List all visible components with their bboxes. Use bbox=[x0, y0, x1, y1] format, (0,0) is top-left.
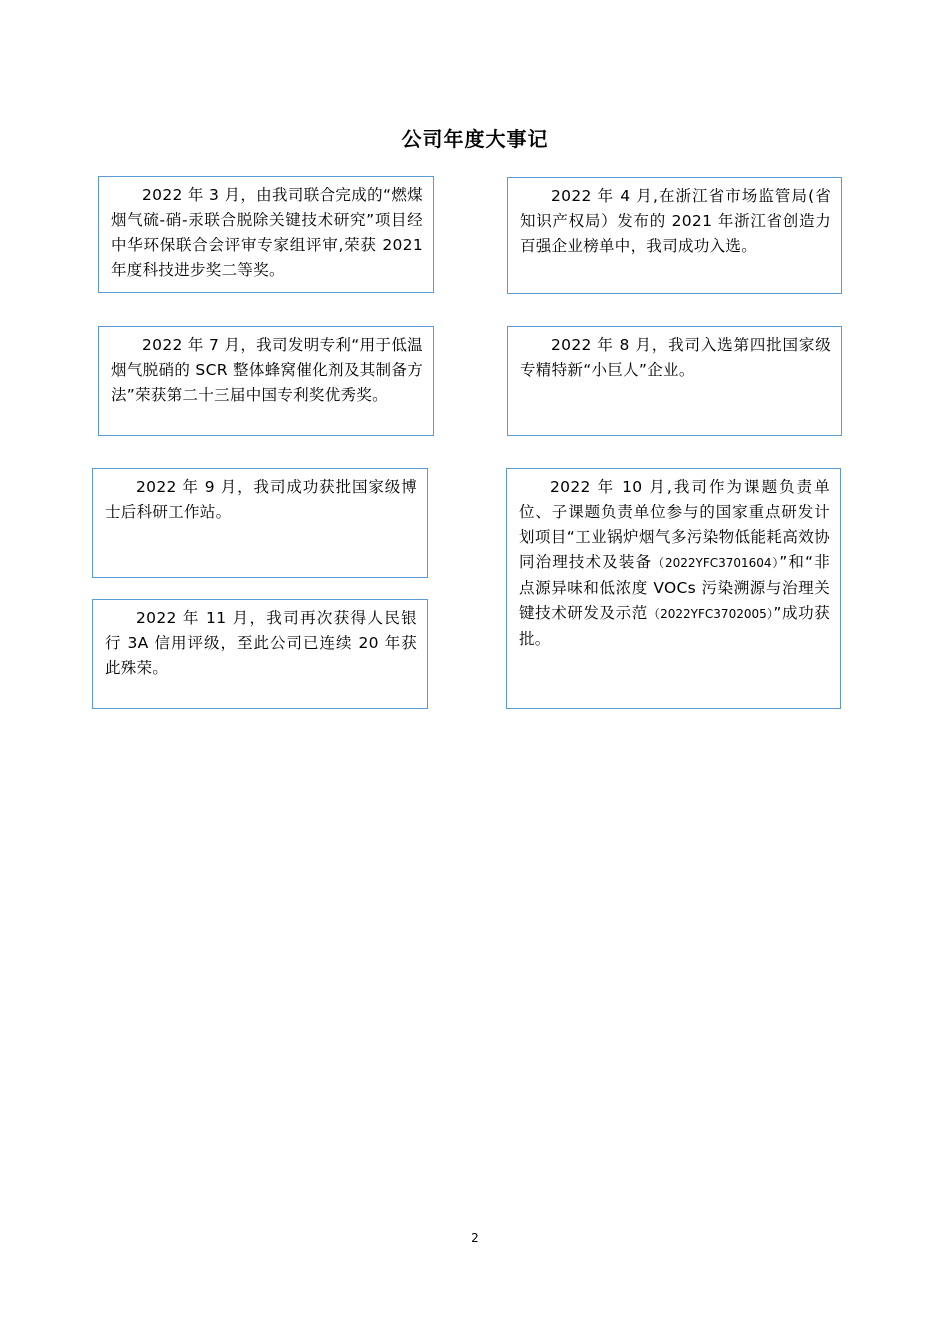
event-text: 2022 年 4 月,在浙江省市场监管局(省知识产权局）发布的 2021 年浙江省创造力百强企业榜单中，我司成功入选。 bbox=[520, 187, 831, 255]
event-text-part1: 2022 年 10 月,我司作为课题负责单位、子课题负责单位参与的国家重点研发计划项目“工业锅炉烟气多污染物低能耗高效协同治理技术及装备 bbox=[519, 478, 830, 571]
event-box-2022-11 bbox=[92, 599, 428, 709]
event-text: 2022 年 11 月，我司再次获得人民银行 3A 信用评级，至此公司已连续 20 年获此殊荣。 bbox=[105, 609, 417, 677]
event-text-part2: ”和“非点源异味和低浓度 VOCs 污染溯源与治理关键技术研发及示范 bbox=[519, 553, 830, 622]
event-text: 2022 年 7 月，我司发明专利“用于低温烟气脱硝的 SCR 整体蜂窝催化剂及其制备方法”荣获第二十三届中国专利奖优秀奖。 bbox=[111, 336, 423, 404]
event-box-2022-04 bbox=[507, 177, 842, 294]
project-code-1: （2022YFC3701604） bbox=[652, 556, 780, 570]
event-text-part3: ”成功获批。 bbox=[519, 604, 831, 648]
event-text: 2022 年 8 月，我司入选第四批国家级专精特新“小巨人”企业。 bbox=[520, 336, 831, 379]
page-number: 2 bbox=[471, 1231, 479, 1245]
page-title: 公司年度大事记 bbox=[401, 127, 549, 151]
event-box-2022-08 bbox=[507, 326, 842, 436]
event-box-2022-07 bbox=[98, 326, 434, 436]
event-text: 2022 年 3 月，由我司联合完成的“燃煤烟气硫-硝-汞联合脱除关键技术研究”项目经中华环保联合会评审专家组评审,荣获 2021 年度科技进步奖二等奖。 bbox=[111, 186, 423, 279]
event-box-2022-03 bbox=[98, 176, 434, 293]
project-code-2: （2022YFC3702005） bbox=[647, 607, 774, 621]
event-box-2022-09 bbox=[92, 468, 428, 578]
event-box-2022-10 bbox=[506, 468, 841, 709]
event-text: 2022 年 9 月，我司成功获批国家级博士后科研工作站。 bbox=[105, 478, 417, 521]
